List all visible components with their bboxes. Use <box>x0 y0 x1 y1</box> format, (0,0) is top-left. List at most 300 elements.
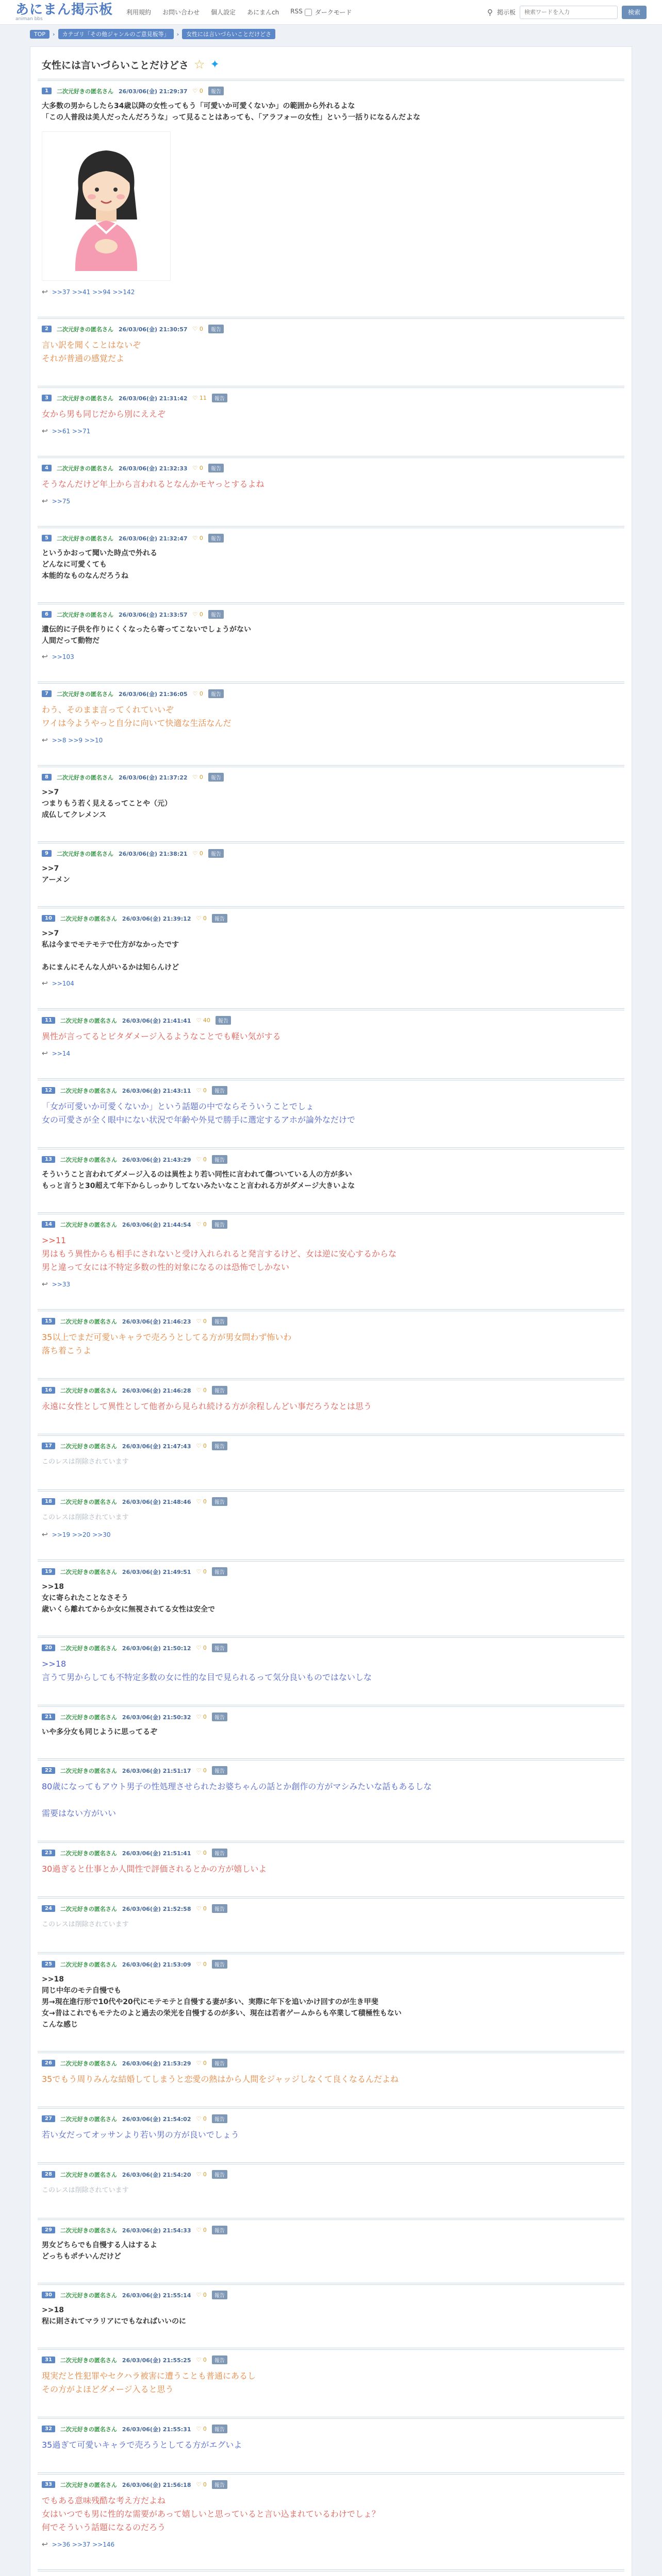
good-button[interactable] <box>193 465 203 471</box>
post-body: 30過ぎると仕事とか人間性で評価されるとかの方が嬉しいよ <box>42 1864 267 1874</box>
report-button[interactable]: 報告 <box>212 2059 227 2067</box>
report-button[interactable]: 報告 <box>212 1643 227 1652</box>
reply-anchor-list[interactable]: >>61 >>71 <box>52 428 91 435</box>
heart-icon[interactable]: ♡ <box>192 88 200 94</box>
report-button[interactable]: 報告 <box>208 464 224 472</box>
poster-name: 二次元好きの匿名さん <box>56 88 113 95</box>
good-button[interactable] <box>196 2227 207 2233</box>
site-logo[interactable] <box>15 3 113 22</box>
heart-icon[interactable]: ♡ <box>196 1645 203 1651</box>
good-button[interactable] <box>196 1017 210 1024</box>
report-button[interactable]: 報告 <box>212 1220 227 1229</box>
post-header <box>42 1442 620 1450</box>
report-button[interactable]: 報告 <box>212 2425 227 2433</box>
post <box>38 456 624 511</box>
post <box>38 2051 624 2091</box>
post-body: >>7 つまりもう若く見えるってことや（元） 成仏してクレメンス <box>42 788 172 819</box>
good-button[interactable] <box>196 2292 207 2298</box>
nav-rss[interactable]: RSS <box>290 8 303 15</box>
good-count: 0 <box>199 88 203 94</box>
heart-icon[interactable]: ♡ <box>192 395 200 401</box>
post-number[interactable]: 19 <box>42 1568 55 1575</box>
poster-name: 二次元好きの匿名さん <box>56 774 113 781</box>
search-scope-select[interactable]: 掲示板 <box>496 9 516 16</box>
heart-icon[interactable]: ♡ <box>192 850 200 857</box>
post-header <box>42 2170 620 2179</box>
good-button[interactable] <box>196 1221 207 1228</box>
poster-name: 二次元好きの匿名さん <box>60 1387 117 1394</box>
poster-name: 二次元好きの匿名さん <box>60 1714 117 1721</box>
post-header <box>42 1643 620 1652</box>
report-button[interactable]: 報告 <box>208 849 224 858</box>
breadcrumb-thread[interactable]: 女性には言いづらいことだけどさ <box>182 29 275 39</box>
poster-name: 二次元好きの匿名さん <box>56 611 113 618</box>
post-number[interactable]: 31 <box>42 2357 55 2363</box>
post-body: >>18 女に寄られたことなさそう 歳いくら離れてからか女に無視されてる女性は安全で <box>42 1583 215 1614</box>
post <box>38 2348 624 2401</box>
report-button[interactable]: 報告 <box>212 1904 227 1913</box>
reply-icon: ↩ <box>42 427 48 435</box>
post-header <box>42 610 620 619</box>
post-number[interactable]: 8 <box>42 774 52 781</box>
good-button[interactable] <box>196 2171 207 2178</box>
report-button[interactable]: 報告 <box>212 1086 227 1095</box>
post-number[interactable]: 24 <box>42 1905 55 1912</box>
good-count: 0 <box>203 2227 207 2233</box>
post <box>38 2162 624 2202</box>
heart-icon[interactable]: ♡ <box>196 2357 203 2363</box>
reply-links <box>42 736 620 744</box>
nav-settings[interactable]: 個人設定 <box>211 9 236 16</box>
good-count: 0 <box>203 1318 207 1325</box>
post-list <box>38 79 624 2576</box>
report-button[interactable]: 報告 <box>208 87 224 95</box>
good-button[interactable] <box>193 535 203 541</box>
post-date: 26/03/06(金) 21:30:57 <box>118 326 188 333</box>
good-button[interactable] <box>196 2060 207 2066</box>
heart-icon[interactable]: ♡ <box>196 1387 203 1394</box>
report-button[interactable]: 報告 <box>208 689 224 698</box>
logo-subtext: animan bbs <box>15 16 43 22</box>
post-header <box>42 689 620 698</box>
report-button[interactable]: 報告 <box>212 2170 227 2179</box>
post-date: 26/03/06(金) 21:53:09 <box>122 1961 191 1968</box>
post-header <box>42 1155 620 1164</box>
good-button[interactable] <box>196 2426 207 2432</box>
report-button[interactable]: 報告 <box>212 2291 227 2299</box>
good-count: 0 <box>203 2115 207 2122</box>
reply-anchor-list[interactable]: >>103 <box>52 653 74 660</box>
good-button[interactable] <box>196 1645 207 1651</box>
good-button[interactable] <box>196 1767 207 1774</box>
post <box>38 1489 624 1544</box>
good-button[interactable] <box>196 2115 207 2122</box>
favorite-star-icon[interactable]: ☆ <box>194 57 205 72</box>
heart-icon[interactable]: ♡ <box>196 2481 203 2488</box>
post-header <box>42 1386 620 1395</box>
poster-name: 二次元好きの匿名さん <box>60 2227 117 2234</box>
good-count: 0 <box>203 1961 207 1968</box>
heart-icon[interactable]: ♡ <box>196 1714 203 1720</box>
post-number[interactable]: 32 <box>42 2426 55 2432</box>
good-button[interactable] <box>196 1156 207 1163</box>
report-button[interactable]: 報告 <box>212 2355 227 2364</box>
good-count: 0 <box>203 2060 207 2066</box>
good-count: 0 <box>203 1645 207 1651</box>
reply-links <box>42 497 620 505</box>
report-button[interactable]: 報告 <box>216 1016 231 1025</box>
good-button[interactable] <box>196 1443 207 1449</box>
post-date: 26/03/06(金) 21:47:43 <box>122 1443 191 1450</box>
poster-name: 二次元好きの匿名さん <box>60 2426 117 2433</box>
post-number[interactable]: 7 <box>42 690 52 697</box>
good-button[interactable] <box>196 1850 207 1856</box>
post-image[interactable] <box>42 131 171 281</box>
post-body: 現実だと性犯罪やセクハラ被害に遭うことも普通にあるし その方がよほどダメージ入ると思う <box>42 2371 256 2394</box>
post-date: 26/03/06(金) 21:43:29 <box>122 1156 191 1163</box>
reply-anchor-list[interactable]: >>104 <box>52 980 74 987</box>
heart-icon[interactable]: ♡ <box>192 535 200 541</box>
heart-icon[interactable]: ♡ <box>196 1156 203 1163</box>
post-date: 26/03/06(金) 21:50:32 <box>122 1714 191 1721</box>
good-button[interactable] <box>193 850 203 857</box>
report-button[interactable]: 報告 <box>212 914 227 923</box>
good-button[interactable] <box>196 2357 207 2363</box>
good-count: 0 <box>203 1714 207 1720</box>
post-date: 26/03/06(金) 21:32:47 <box>118 535 188 542</box>
report-button[interactable]: 報告 <box>212 1766 227 1775</box>
good-button[interactable] <box>196 1568 207 1575</box>
search-input[interactable] <box>520 6 618 19</box>
reply-anchor-list[interactable]: >>33 <box>52 1281 71 1288</box>
reply-anchor-list[interactable]: >>37 >>41 >>94 >>142 <box>52 289 135 296</box>
report-button[interactable]: 報告 <box>208 534 224 543</box>
good-count: 0 <box>199 326 203 332</box>
good-button[interactable] <box>196 1714 207 1720</box>
good-count: 0 <box>203 1568 207 1575</box>
good-button[interactable] <box>193 88 203 94</box>
post-number[interactable]: 25 <box>42 1961 55 1968</box>
post-number[interactable]: 21 <box>42 1714 55 1720</box>
good-count: 0 <box>199 690 203 697</box>
good-count: 0 <box>203 2357 207 2363</box>
report-button[interactable]: 報告 <box>208 610 224 619</box>
nav-contact[interactable]: お問い合わせ <box>162 9 200 16</box>
poster-name: 二次元好きの匿名さん <box>60 2292 117 2299</box>
post-date: 26/03/06(金) 21:31:42 <box>118 395 188 402</box>
report-button[interactable]: 報告 <box>208 325 224 333</box>
heart-icon[interactable]: ♡ <box>192 611 200 618</box>
heart-icon[interactable]: ♡ <box>192 326 200 332</box>
heart-icon[interactable]: ♡ <box>196 2292 203 2298</box>
post-number[interactable]: 5 <box>42 535 52 541</box>
good-button[interactable] <box>193 326 203 332</box>
post-number[interactable]: 22 <box>42 1767 55 1774</box>
post-number[interactable]: 30 <box>42 2292 55 2298</box>
poster-name: 二次元好きの匿名さん <box>60 1156 117 1163</box>
post-body: 異性が言ってるとビタダメージ入るようなことでも軽い気がする <box>42 1031 281 1041</box>
heart-icon[interactable]: ♡ <box>196 2227 203 2233</box>
post <box>38 1705 624 1743</box>
reply-links <box>42 979 620 988</box>
logo-text[interactable]: あにまん掲示板 <box>15 2 113 18</box>
post-date: 26/03/06(金) 21:50:12 <box>122 1645 191 1652</box>
post-body: 男女どちらでも自慢する人はするよ どっちもポチいんだけど <box>42 2241 157 2261</box>
post <box>38 1560 624 1620</box>
report-button[interactable]: 報告 <box>212 1155 227 1164</box>
post-header <box>42 2425 620 2433</box>
good-button[interactable] <box>196 915 207 922</box>
post-number[interactable]: 23 <box>42 1850 55 1856</box>
post-number[interactable]: 2 <box>42 326 52 332</box>
heart-icon[interactable]: ♡ <box>196 1961 203 1968</box>
post <box>38 2472 624 2554</box>
good-count: 0 <box>203 1087 207 1094</box>
post-header <box>42 1904 620 1913</box>
heart-icon[interactable]: ♡ <box>196 1905 203 1912</box>
post-number[interactable]: 29 <box>42 2227 55 2233</box>
poster-name: 二次元好きの匿名さん <box>60 1905 117 1912</box>
nav-animanch[interactable]: あにまんch <box>247 9 279 16</box>
post <box>38 1008 624 1063</box>
good-button[interactable] <box>196 1905 207 1912</box>
woman-illustration <box>42 132 170 280</box>
heart-icon[interactable]: ♡ <box>196 2115 203 2122</box>
nav-terms[interactable]: 利用規約 <box>126 9 152 16</box>
poster-name: 二次元好きの匿名さん <box>56 850 113 857</box>
post-body: >>18 程に則されてマラリアにでもなればいいのに <box>42 2306 186 2326</box>
post-number[interactable]: 4 <box>42 465 52 471</box>
good-button[interactable] <box>193 395 207 401</box>
report-button[interactable]: 報告 <box>212 1386 227 1395</box>
post-number[interactable]: 13 <box>42 1156 55 1163</box>
post-date: 26/03/06(金) 21:52:58 <box>122 1905 191 1912</box>
reply-anchor-list[interactable]: >>14 <box>52 1050 71 1057</box>
post-date: 26/03/06(金) 21:41:41 <box>122 1017 191 1024</box>
good-button[interactable] <box>193 690 203 697</box>
heart-icon[interactable]: ♡ <box>196 1087 203 1094</box>
post-header <box>42 1567 620 1576</box>
post <box>38 1841 624 1881</box>
post <box>38 1896 624 1937</box>
post-number[interactable]: 18 <box>42 1498 55 1505</box>
report-button[interactable]: 報告 <box>212 1497 227 1506</box>
post-header <box>42 773 620 782</box>
heart-icon[interactable]: ♡ <box>196 1017 203 1024</box>
post-date: 26/03/06(金) 21:51:41 <box>122 1850 191 1857</box>
post-number[interactable]: 27 <box>42 2115 55 2122</box>
post-number[interactable]: 16 <box>42 1387 55 1394</box>
post-header <box>42 849 620 858</box>
post-number[interactable]: 11 <box>42 1017 55 1024</box>
dark-mode-checkbox[interactable] <box>305 9 312 16</box>
heart-icon[interactable]: ♡ <box>192 690 200 697</box>
report-button[interactable]: 報告 <box>212 1713 227 1721</box>
post-body: いや多分女も同じように思ってるぞ <box>42 1728 157 1736</box>
post <box>38 1212 624 1294</box>
report-button[interactable]: 報告 <box>212 1442 227 1450</box>
post <box>38 2569 624 2576</box>
post-header <box>42 394 620 402</box>
heart-icon[interactable]: ♡ <box>196 1221 203 1228</box>
post-number[interactable]: 10 <box>42 915 55 922</box>
poster-name: 二次元好きの匿名さん <box>60 1017 117 1024</box>
report-button[interactable]: 報告 <box>212 1567 227 1576</box>
post-number[interactable]: 9 <box>42 850 52 857</box>
reply-anchor-list[interactable]: >>75 <box>52 498 71 505</box>
thread-container <box>30 46 632 2576</box>
post-number[interactable]: 1 <box>42 88 52 94</box>
report-button[interactable]: 報告 <box>212 2114 227 2123</box>
post <box>38 1434 624 1474</box>
post-header <box>42 1713 620 1721</box>
good-button[interactable] <box>193 774 203 781</box>
good-count: 0 <box>203 1387 207 1394</box>
reply-links <box>42 653 620 661</box>
report-button[interactable]: 報告 <box>212 1849 227 1857</box>
good-count: 0 <box>199 465 203 471</box>
post-date: 26/03/06(金) 21:54:02 <box>122 2115 191 2123</box>
good-button[interactable] <box>193 611 203 618</box>
post-header <box>42 2355 620 2364</box>
good-button[interactable] <box>196 1498 207 1505</box>
heart-icon[interactable]: ♡ <box>196 1498 203 1505</box>
post-body: というかおって聞いた時点で外れる どんなに可愛くても 本能的なものなんだろうね <box>42 549 157 580</box>
heart-icon[interactable]: ♡ <box>192 465 200 471</box>
poster-name: 二次元好きの匿名さん <box>56 690 113 698</box>
heart-icon[interactable]: ♡ <box>196 1568 203 1575</box>
post-body: >>7 私は今までモテモテで仕方がなかったです あにまんにそんな人がいるかは知らんけど <box>42 929 179 972</box>
heart-icon[interactable]: ♡ <box>196 1850 203 1856</box>
post-number[interactable]: 20 <box>42 1645 55 1651</box>
post-number[interactable]: 6 <box>42 611 52 618</box>
reply-links <box>42 1531 620 1539</box>
post <box>38 765 624 826</box>
good-count: 0 <box>203 2171 207 2178</box>
post-number[interactable]: 33 <box>42 2481 55 2488</box>
good-count: 0 <box>203 1850 207 1856</box>
post-date: 26/03/06(金) 21:56:18 <box>122 2481 191 2488</box>
poster-name: 二次元好きの匿名さん <box>60 1498 117 1505</box>
post-header <box>42 1497 620 1506</box>
post-header <box>42 2480 620 2489</box>
post-date: 26/03/06(金) 21:55:25 <box>122 2357 191 2364</box>
good-button[interactable] <box>196 1961 207 1968</box>
post-body: 35でもう周りみんな結婚してしまうと恋愛の熱はから人間をジャッジしなくて良くなるんだよね <box>42 2074 399 2084</box>
poster-name: 二次元好きの匿名さん <box>56 326 113 333</box>
post-number[interactable]: 14 <box>42 1221 55 1228</box>
post-date: 26/03/06(金) 21:53:29 <box>122 2060 191 2067</box>
heart-icon[interactable]: ♡ <box>196 2426 203 2432</box>
post-date: 26/03/06(金) 21:39:12 <box>122 915 191 922</box>
post-body: 女から男も同じだから別にええぞ <box>42 409 166 419</box>
report-button[interactable]: 報告 <box>212 1317 227 1326</box>
poster-name: 二次元好きの匿名さん <box>60 1087 117 1094</box>
heart-icon[interactable]: ♡ <box>196 2060 203 2066</box>
post-body: わう、そのまま言ってくれていいぞ ワイは今ようやっと自分に向いて快適な生活なんだ <box>42 705 231 728</box>
report-button[interactable]: 報告 <box>212 1960 227 1969</box>
post-date: 26/03/06(金) 21:46:28 <box>122 1387 191 1394</box>
post-header <box>42 1317 620 1326</box>
poster-name: 二次元好きの匿名さん <box>60 1961 117 1968</box>
report-button[interactable]: 報告 <box>212 2480 227 2489</box>
poster-name: 二次元好きの匿名さん <box>60 2060 117 2067</box>
breadcrumb-category[interactable]: カテゴリ「その他ジャンルのご意見板等」 <box>58 29 174 39</box>
post-date: 26/03/06(金) 21:46:23 <box>122 1318 191 1325</box>
breadcrumb-top[interactable]: TOP <box>30 30 49 39</box>
post-body: このレスは削除されています <box>42 1921 129 1928</box>
good-count: 0 <box>203 915 207 922</box>
post <box>38 2417 624 2457</box>
post-number[interactable]: 17 <box>42 1443 55 1449</box>
good-button[interactable] <box>196 1087 207 1094</box>
poster-name: 二次元好きの匿名さん <box>60 1443 117 1450</box>
post-header <box>42 464 620 472</box>
post <box>38 1952 624 2036</box>
heart-icon[interactable]: ♡ <box>196 1443 203 1449</box>
poster-name: 二次元好きの匿名さん <box>60 1645 117 1652</box>
good-count: 0 <box>203 2481 207 2488</box>
reply-icon: ↩ <box>42 2540 48 2549</box>
report-button[interactable]: 報告 <box>212 394 227 402</box>
dark-mode-toggle[interactable] <box>305 8 352 16</box>
good-count: 0 <box>203 1156 207 1163</box>
post-number[interactable]: 3 <box>42 395 52 401</box>
heart-icon[interactable]: ♡ <box>196 1767 203 1774</box>
good-count: 0 <box>203 1498 207 1505</box>
heart-icon[interactable]: ♡ <box>196 1318 203 1325</box>
post-body: そうなんだけど年上から言われるとなんかモヤっとするよね <box>42 479 264 489</box>
post-header <box>42 325 620 333</box>
top-nav <box>126 8 303 16</box>
reply-anchor-list[interactable]: >>19 >>20 >>30 <box>52 1531 111 1538</box>
good-count: 11 <box>199 395 207 401</box>
post-header <box>42 1766 620 1775</box>
report-button[interactable]: 報告 <box>208 773 224 782</box>
post-number[interactable]: 28 <box>42 2171 55 2178</box>
heart-icon[interactable]: ♡ <box>196 915 203 922</box>
post-header <box>42 1220 620 1229</box>
post-number[interactable]: 15 <box>42 1318 55 1325</box>
good-button[interactable] <box>196 1387 207 1394</box>
reply-anchor-list[interactable]: >>8 >>9 >>10 <box>52 737 103 744</box>
post-body: 遺伝的に子供を作りにくくなったら寄ってこないでしょうがない 人間だって動物だ <box>42 625 251 645</box>
good-count: 0 <box>199 850 203 857</box>
good-button[interactable] <box>196 2481 207 2488</box>
good-count: 40 <box>203 1017 210 1024</box>
good-button[interactable] <box>196 1318 207 1325</box>
post <box>38 526 624 587</box>
post-date: 26/03/06(金) 21:32:33 <box>118 465 188 472</box>
post-number[interactable]: 12 <box>42 1087 55 1094</box>
reply-anchor-list[interactable]: >>36 >>37 >>146 <box>52 2541 115 2548</box>
reply-links <box>42 1280 620 1289</box>
reply-links <box>42 427 620 435</box>
heart-icon[interactable]: ♡ <box>192 774 200 781</box>
post-date: 26/03/06(金) 21:55:14 <box>122 2292 191 2299</box>
report-button[interactable]: 報告 <box>212 2226 227 2234</box>
twitter-share-icon[interactable]: ✦ <box>210 58 220 71</box>
heart-icon[interactable]: ♡ <box>196 2171 203 2178</box>
search-button[interactable]: 検索 <box>622 6 647 19</box>
good-count: 0 <box>203 1905 207 1912</box>
post-number[interactable]: 26 <box>42 2060 55 2066</box>
post-date: 26/03/06(金) 21:33:57 <box>118 611 188 618</box>
post-date: 26/03/06(金) 21:36:05 <box>118 690 188 698</box>
reply-icon: ↩ <box>42 288 48 296</box>
poster-name: 二次元好きの匿名さん <box>60 1568 117 1575</box>
post-date: 26/03/06(金) 21:55:31 <box>122 2426 191 2433</box>
